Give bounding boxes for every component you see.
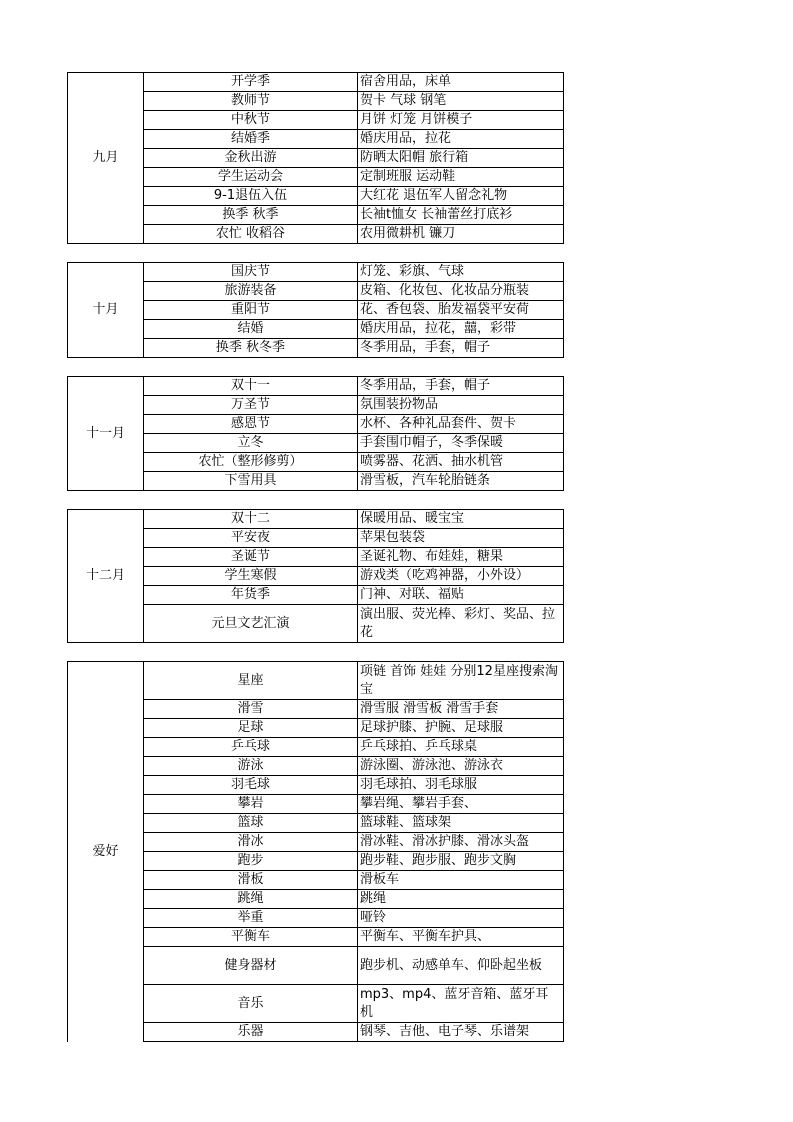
items-cell[interactable]: 羽毛球拍、羽毛球服 (358, 776, 564, 795)
items-cell[interactable]: 长袖t恤女 长袖蕾丝打底衫 (358, 206, 564, 225)
items-cell[interactable]: 苹果包装袋 (358, 529, 564, 548)
items-cell[interactable]: 水杯、各种礼品套件、贺卡 (358, 415, 564, 434)
items-cell[interactable]: 灯笼、彩旗、气球 (358, 263, 564, 282)
october-table (67, 262, 564, 358)
items-cell[interactable]: 皮箱、化妆包、化妆品分瓶装 (358, 282, 564, 301)
event-cell[interactable]: 圣诞节 (144, 548, 358, 567)
group-cell-october[interactable]: 十月 (68, 263, 144, 358)
event-cell[interactable]: 乒乓球 (144, 738, 358, 757)
items-cell[interactable]: 哑铃 (358, 909, 564, 928)
event-cell[interactable]: 元旦文艺汇演 (144, 605, 358, 643)
event-cell[interactable]: 星座 (144, 662, 358, 700)
items-cell[interactable]: 乒乓球拍、乒乓球桌 (358, 738, 564, 757)
items-cell[interactable]: 定制班服 运动鞋 (358, 168, 564, 187)
event-cell[interactable]: 足球 (144, 719, 358, 738)
items-cell[interactable]: 冬季用品，手套，帽子 (358, 377, 564, 396)
items-cell[interactable]: 跑步机、动感单车、仰卧起坐板 (358, 947, 564, 985)
september-table (67, 72, 564, 244)
event-cell[interactable]: 旅游装备 (144, 282, 358, 301)
hobbies-table (67, 661, 564, 1042)
items-cell[interactable]: 钢琴、吉他、电子琴、乐谱架 (358, 1023, 564, 1042)
items-cell[interactable]: 滑雪服 滑雪板 滑雪手套 (358, 700, 564, 719)
items-cell[interactable]: 贺卡 气球 钢笔 (358, 92, 564, 111)
items-cell[interactable]: 月饼 灯笼 月饼模子 (358, 111, 564, 130)
event-cell[interactable]: 学生寒假 (144, 567, 358, 586)
event-cell[interactable]: 滑冰 (144, 833, 358, 852)
items-cell[interactable]: 婚庆用品，拉花 (358, 130, 564, 149)
items-cell[interactable]: 圣诞礼物、布娃娃，糖果 (358, 548, 564, 567)
event-cell[interactable]: 乐器 (144, 1023, 358, 1042)
items-cell[interactable]: 门神、对联、福贴 (358, 586, 564, 605)
event-cell[interactable]: 羽毛球 (144, 776, 358, 795)
table-row (68, 377, 564, 396)
group-cell-september[interactable]: 九月 (68, 73, 144, 244)
items-cell[interactable]: 项链 首饰 娃娃 分别12星座搜索淘宝 (358, 662, 564, 700)
event-cell[interactable]: 攀岩 (144, 795, 358, 814)
items-cell[interactable]: mp3、mp4、蓝牙音箱、蓝牙耳机 (358, 985, 564, 1023)
items-cell[interactable]: 游戏类（吃鸡神器，小外设） (358, 567, 564, 586)
event-cell[interactable]: 换季 秋季 (144, 206, 358, 225)
event-cell[interactable]: 教师节 (144, 92, 358, 111)
event-cell[interactable]: 年货季 (144, 586, 358, 605)
event-cell[interactable]: 感恩节 (144, 415, 358, 434)
items-cell[interactable]: 花、香包袋、胎发福袋平安荷 (358, 301, 564, 320)
items-cell[interactable]: 篮球鞋、篮球架 (358, 814, 564, 833)
event-cell[interactable]: 滑雪 (144, 700, 358, 719)
event-cell[interactable]: 中秋节 (144, 111, 358, 130)
items-cell[interactable]: 游泳圈、游泳池、游泳衣 (358, 757, 564, 776)
items-cell[interactable]: 氛围装扮物品 (358, 396, 564, 415)
items-cell[interactable]: 防晒太阳帽 旅行箱 (358, 149, 564, 168)
table-row (68, 662, 564, 700)
items-cell[interactable]: 保暖用品、暖宝宝 (358, 510, 564, 529)
event-cell[interactable]: 下雪用具 (144, 472, 358, 491)
december-table (67, 509, 564, 643)
event-cell[interactable]: 换季 秋冬季 (144, 339, 358, 358)
event-cell[interactable]: 学生运动会 (144, 168, 358, 187)
table-row (68, 510, 564, 529)
event-cell[interactable]: 游泳 (144, 757, 358, 776)
event-cell[interactable]: 滑板 (144, 871, 358, 890)
items-cell[interactable]: 跑步鞋、跑步服、跑步文胸 (358, 852, 564, 871)
group-cell-november[interactable]: 十一月 (68, 377, 144, 491)
event-cell[interactable]: 双十二 (144, 510, 358, 529)
event-cell[interactable]: 国庆节 (144, 263, 358, 282)
event-cell[interactable]: 开学季 (144, 73, 358, 92)
items-cell[interactable]: 演出服、荧光棒、彩灯、奖品、拉花 (358, 605, 564, 643)
items-cell[interactable]: 足球护膝、护腕、足球服 (358, 719, 564, 738)
items-cell[interactable]: 宿舍用品，床单 (358, 73, 564, 92)
items-cell[interactable]: 大红花 退伍军人留念礼物 (358, 187, 564, 206)
items-cell[interactable]: 攀岩绳、攀岩手套、 (358, 795, 564, 814)
items-cell[interactable]: 平衡车、平衡车护具、 (358, 928, 564, 947)
items-cell[interactable]: 滑冰鞋、滑冰护膝、滑冰头盔 (358, 833, 564, 852)
event-cell[interactable]: 9-1退伍入伍 (144, 187, 358, 206)
event-cell[interactable]: 跳绳 (144, 890, 358, 909)
event-cell[interactable]: 立冬 (144, 434, 358, 453)
event-cell[interactable]: 跑步 (144, 852, 358, 871)
event-cell[interactable]: 结婚季 (144, 130, 358, 149)
event-cell[interactable]: 农忙（整形修剪） (144, 453, 358, 472)
items-cell[interactable]: 跳绳 (358, 890, 564, 909)
event-cell[interactable]: 音乐 (144, 985, 358, 1023)
event-cell[interactable]: 双十一 (144, 377, 358, 396)
event-cell[interactable]: 金秋出游 (144, 149, 358, 168)
items-cell[interactable]: 婚庆用品，拉花，囍，彩带 (358, 320, 564, 339)
event-cell[interactable]: 举重 (144, 909, 358, 928)
event-cell[interactable]: 万圣节 (144, 396, 358, 415)
event-cell[interactable]: 农忙 收稻谷 (144, 225, 358, 244)
event-cell[interactable]: 结婚 (144, 320, 358, 339)
items-cell[interactable]: 喷雾器、花洒、抽水机管 (358, 453, 564, 472)
event-cell[interactable]: 健身器材 (144, 947, 358, 985)
items-cell[interactable]: 滑板车 (358, 871, 564, 890)
table-row (68, 263, 564, 282)
group-cell-december[interactable]: 十二月 (68, 510, 144, 643)
event-cell[interactable]: 篮球 (144, 814, 358, 833)
items-cell[interactable]: 滑雪板，汽车轮胎链条 (358, 472, 564, 491)
event-cell[interactable]: 重阳节 (144, 301, 358, 320)
event-cell[interactable]: 平衡车 (144, 928, 358, 947)
event-cell[interactable]: 平安夜 (144, 529, 358, 548)
items-cell[interactable]: 冬季用品，手套，帽子 (358, 339, 564, 358)
november-table (67, 376, 564, 491)
table-row (68, 73, 564, 92)
items-cell[interactable]: 手套围巾帽子，冬季保暖 (358, 434, 564, 453)
group-cell-hobbies[interactable]: 爱好 (68, 662, 144, 1042)
items-cell[interactable]: 农用微耕机 镰刀 (358, 225, 564, 244)
